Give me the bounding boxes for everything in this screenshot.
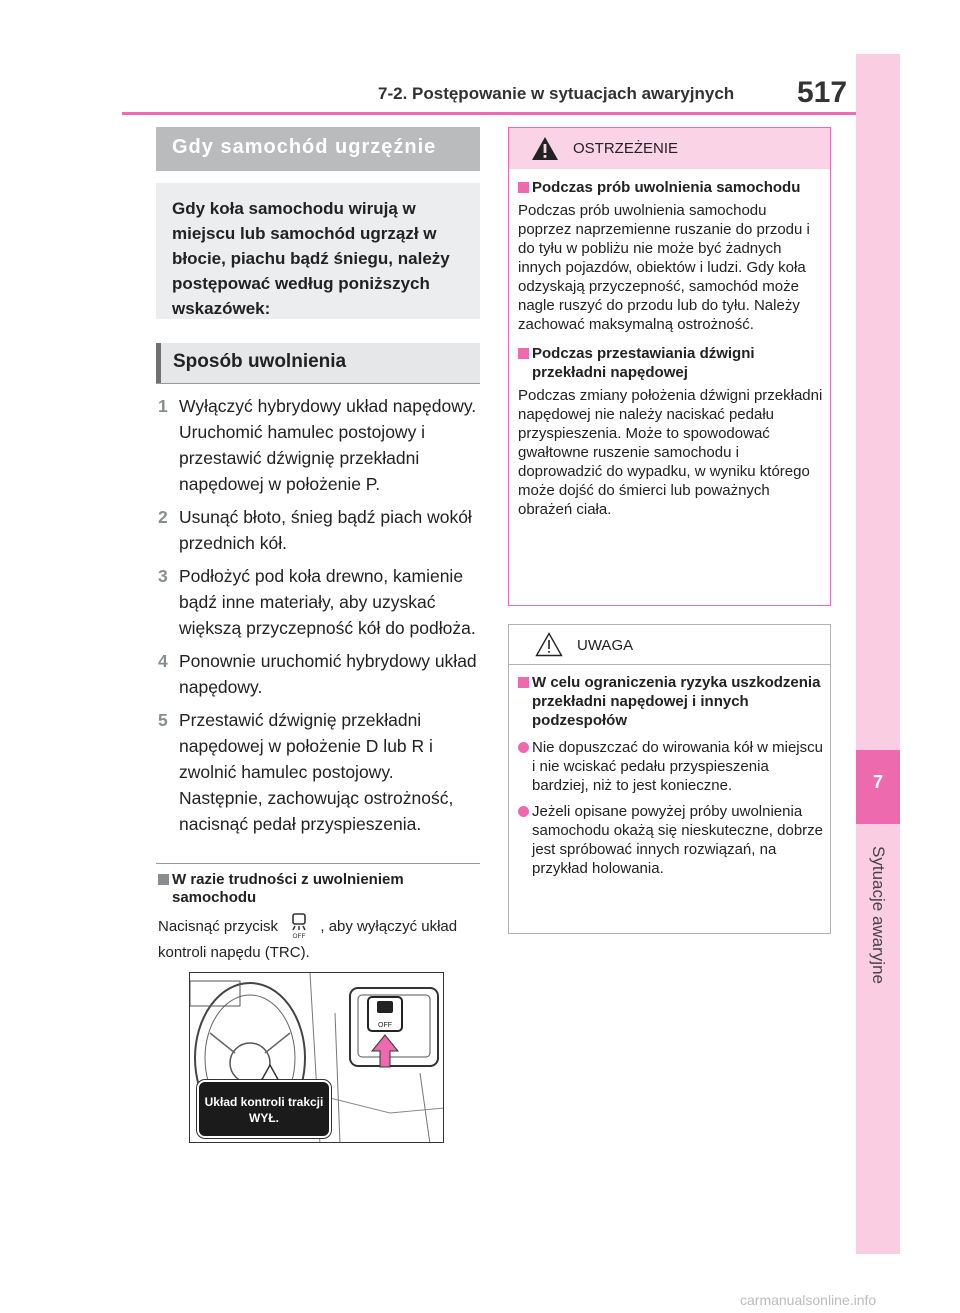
section-heading: Gdy samochód ugrzęźnie <box>156 127 480 171</box>
step-number: 4 <box>158 651 168 671</box>
caution-box <box>508 624 831 934</box>
step-text: Podłożyć pod koła drewno, kamienie bądź inne materiały, aby uzyskać większą przyczepność kół do podłoża. <box>179 566 476 638</box>
note-heading-text: W razie trudności z uwolnieniem samochodu <box>172 871 404 906</box>
step-text: Usunąć błoto, śnieg bądź piach wokół przednich kół. <box>179 507 472 553</box>
watermark: carmanualsonline.info <box>740 1292 877 1308</box>
note-body <box>158 913 480 966</box>
panel-off-label: OFF <box>378 1022 392 1029</box>
warning-subheading <box>518 178 823 197</box>
note-divider <box>156 863 480 864</box>
caution-subheading <box>518 673 823 730</box>
step-number: 3 <box>158 566 168 586</box>
step-text: Wyłączyć hybrydowy układ napędowy. Uruchomić hamulec postojowy i przestawić dźwignię przekładni napędowej w położenie P. <box>179 396 477 494</box>
sub-heading-divider <box>156 383 480 384</box>
caution-bullet <box>518 802 823 878</box>
icon-off-label: OFF <box>292 933 306 939</box>
step-item <box>158 563 480 641</box>
intro-box: Gdy koła samochodu wirują w miejscu lub samochód ugrzązł w błocie, piachu bądź śniegu, należy postępować według poniższych wskazówek: <box>156 183 480 319</box>
note-heading <box>158 871 480 907</box>
note-text-after: , aby wyłączyć układ kontroli napędu (TRC). <box>158 918 458 961</box>
step-text: Ponownie uruchomić hybrydowy układ napędowy. <box>179 651 477 697</box>
caution-bullet-text: Jeżeli opisane powyżej próby uwolnienia samochodu okażą się nieskuteczne, dobrze jest spróbować innych rozwiązań, na przykład holowania. <box>532 803 824 877</box>
step-item <box>158 393 480 497</box>
warning-header <box>509 128 830 169</box>
warning-subheading-text: Podczas prób uwolnienia samochodu <box>532 179 801 196</box>
steps-list <box>158 393 480 844</box>
warning-subheading-text: Podczas przestawiania dźwigni przekładni napędowej <box>532 345 755 381</box>
caution-content <box>518 673 823 885</box>
caution-triangle-icon <box>535 632 563 657</box>
round-bullet-icon <box>518 742 529 753</box>
step-text: Przestawić dźwignię przekładni napędowej w położenie D lub R i zwolnić hamulec postojowy. Następnie, zachowując ostrożność, nacisnąć pedał przyspieszenia. <box>179 710 454 834</box>
header-divider <box>122 112 857 115</box>
step-item <box>158 648 480 700</box>
warning-paragraph: Podczas prób uwolnienia samochodu poprzez naprzemienne ruszanie do przodu i do tyłu w pobliżu nie może być żadnych innych pojazdów, obiektów i ludzi. Gdy koła odzyskają przyczepność, samochód może nagle ruszyć do przodu lub do tyłu. Należy zachować maksymalną ostrożność. <box>518 202 810 333</box>
warning-paragraph: Podczas zmiany położenia dźwigni przekładni napędowej nie należy naciskać pedału przyspieszenia. Może to spowodować gwałtowne ruszenie samochodu i doprowadzić do wypadku, w wyniku którego może dojść do śmierci lub poważnych obrażeń ciała. <box>518 387 823 518</box>
step-item <box>158 707 480 837</box>
warning-subheading <box>518 344 823 382</box>
step-number: 5 <box>158 710 168 730</box>
sub-heading: Sposób uwolnienia <box>156 343 480 383</box>
note-text-before: Nacisnąć przycisk <box>158 918 279 935</box>
chapter-number: 7 <box>872 772 883 792</box>
warning-content <box>518 178 823 529</box>
square-bullet-icon <box>158 874 169 885</box>
caution-bullet-text: Nie dopuszczać do wirowania kół w miejscu i nie wciskać pedału przyspieszenia bardziej, niż to jest konieczne. <box>532 739 823 794</box>
square-bullet-icon <box>518 182 529 193</box>
chapter-tab-strip <box>856 54 900 1254</box>
step-number: 2 <box>158 507 168 527</box>
square-bullet-icon <box>518 677 529 688</box>
traction-control-off-icon <box>288 913 310 939</box>
caution-header <box>509 625 830 665</box>
chapter-title: Sytuacje awaryjne <box>869 846 888 984</box>
caution-title: UWAGA <box>577 637 634 654</box>
warning-title: OSTRZEŻENIE <box>573 140 679 157</box>
square-bullet-icon <box>518 348 529 359</box>
page-number: 517 <box>797 76 848 109</box>
caution-bullet <box>518 738 823 795</box>
warning-box <box>508 127 831 606</box>
traction-control-callout: Układ kontroli trakcji WYŁ. <box>197 1080 331 1138</box>
warning-triangle-icon <box>531 136 559 161</box>
round-bullet-icon <box>518 806 529 817</box>
chapter-section-title: 7-2. Postępowanie w sytuacjach awaryjnych <box>378 84 735 103</box>
step-item <box>158 504 480 556</box>
step-number: 1 <box>158 396 168 416</box>
caution-subheading-text: W celu ograniczenia ryzyka uszkodzenia przekładni napędowej i innych podzespołów <box>532 674 821 729</box>
